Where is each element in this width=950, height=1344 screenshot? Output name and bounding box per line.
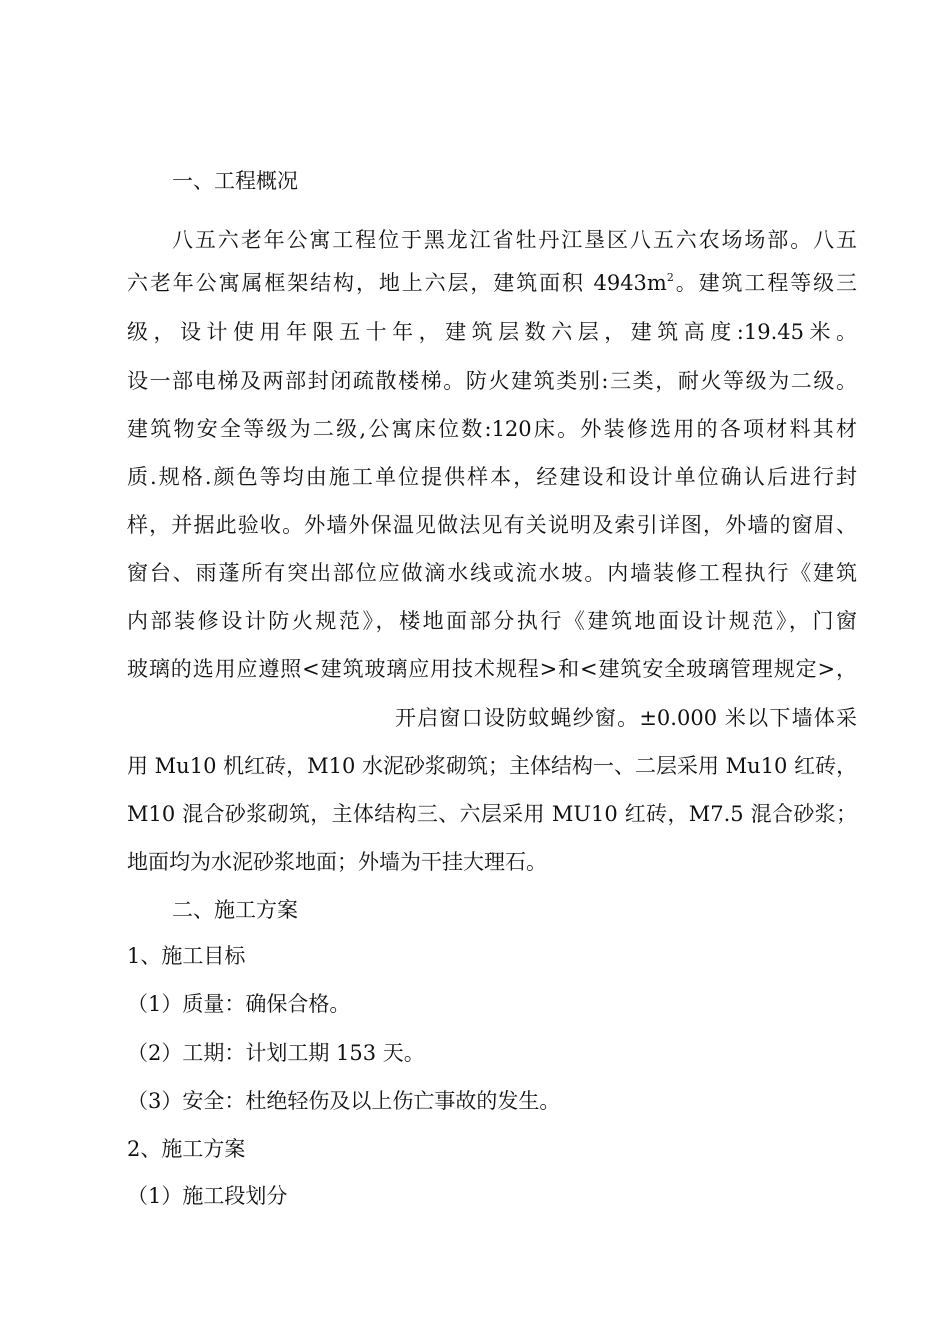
paragraph-line: 样，并据此验收。外墙外保温见做法见有关说明及索引详图，外墙的窗眉、: [127, 513, 857, 537]
paragraph-line: 窗台、雨蓬所有突出部位应做滴水线或流水坡。内墙装修工程执行《建筑: [127, 561, 857, 585]
goal-item: （1）质量：确保合格。: [127, 992, 351, 1016]
paragraph-line: 内部装修设计防火规范》，楼地面部分执行《建筑地面设计规范》，门窗: [127, 609, 857, 633]
goal-item: （2）工期：计划工期 153 天。: [127, 1041, 425, 1065]
paragraph-line: 玻璃的选用应遵照<建筑玻璃应用技术规程>和<建筑安全玻璃管理规定>，: [127, 657, 857, 681]
sub-item: （1）施工段划分: [127, 1184, 288, 1208]
paragraph-line: 质.规格.颜色等均由施工单位提供样本，经建设和设计单位确认后进行封: [127, 465, 857, 489]
paragraph-line: 六老年公寓属框架结构，地上六层，建筑面积 $4943m^2$。建筑工程等级三: [127, 271, 857, 295]
section-heading-overview: 一、工程概况: [172, 169, 298, 193]
paragraph-line: 八五六老年公寓工程位于黑龙江省牡丹江垦区八五六农场场部。八五: [172, 228, 857, 252]
paragraph-line: 设一部电梯及两部封闭疏散楼梯。防火建筑类别:三类，耐火等级为二级。: [127, 369, 857, 393]
paragraph-line: 级，设计使用年限五十年，建筑层数六层，建筑高度:19.45米。: [127, 320, 857, 344]
subheading-plan: 2、施工方案: [127, 1137, 246, 1161]
paragraph-line: 地面均为水泥砂浆地面；外墙为干挂大理石。: [127, 850, 547, 874]
subheading-goals: 1、施工目标: [127, 944, 246, 968]
section-heading-plan: 二、施工方案: [172, 898, 298, 922]
paragraph-line: 开启窗口设防蚊蝇纱窗。±0.000 米以下墙体采: [395, 706, 857, 730]
paragraph-line: 建筑物安全等级为二级,公寓床位数:120床。外装修选用的各项材料其材: [127, 417, 857, 441]
paragraph-line: M10 混合砂浆砌筑，主体结构三、六层采用 MU10 红砖，M7.5 混合砂浆；: [127, 802, 857, 826]
paragraph-line: 用 Mu10 机红砖，M10 水泥砂浆砌筑；主体结构一、二层采用 Mu10 红砖，: [127, 754, 857, 778]
goal-item: （3）安全：杜绝轻伤及以上伤亡事故的发生。: [127, 1089, 561, 1113]
